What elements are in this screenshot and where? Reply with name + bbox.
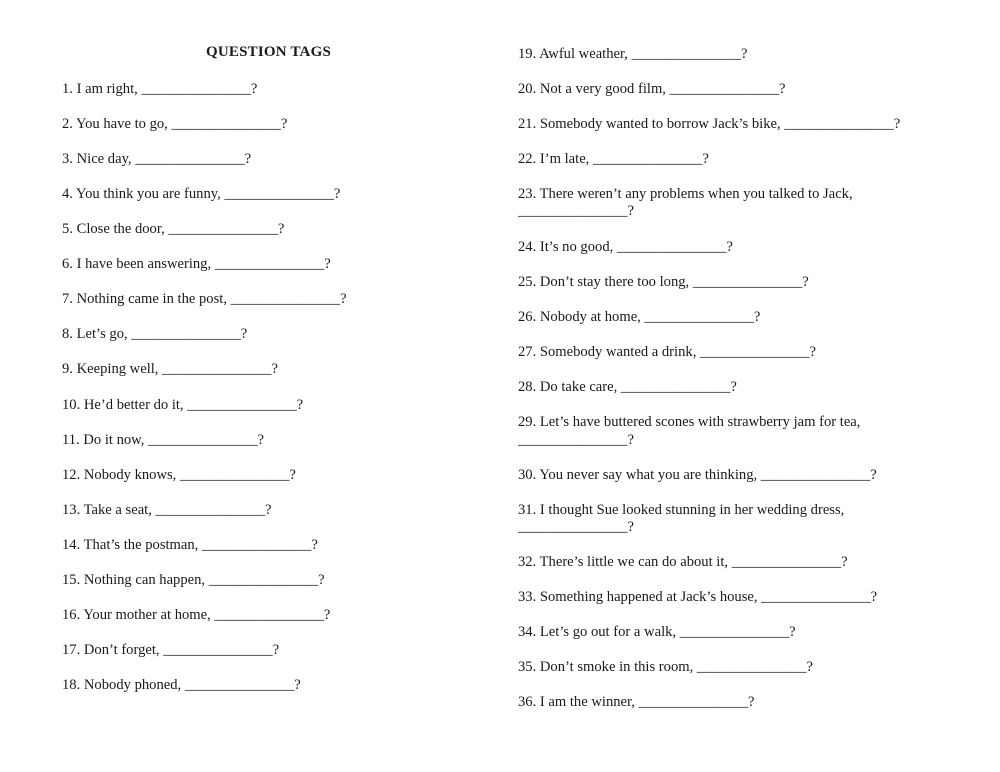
question-15: 15. Nothing can happen, _______________? xyxy=(62,572,325,588)
question-10: 10. He’d better do it, _______________? xyxy=(62,397,304,413)
question-13: 13. Take a seat, _______________? xyxy=(62,502,272,518)
question-23: 23. There weren’t any problems when you talked to Jack, xyxy=(518,186,853,202)
question-23-blank: _______________? xyxy=(518,203,634,219)
question-19: 19. Awful weather, _______________? xyxy=(518,46,748,62)
question-26: 26. Nobody at home, _______________? xyxy=(518,309,761,325)
question-31: 31. I thought Sue looked stunning in her wedding dress, xyxy=(518,502,845,518)
question-28: 28. Do take care, _______________? xyxy=(518,379,737,395)
question-6: 6. I have been answering, _______________? xyxy=(62,256,331,272)
question-14: 14. That’s the postman, _______________? xyxy=(62,537,318,553)
question-33: 33. Something happened at Jack’s house, _______________? xyxy=(518,589,878,605)
question-9: 9. Keeping well, _______________? xyxy=(62,361,279,377)
question-36: 36. I am the winner, _______________? xyxy=(518,694,755,710)
page-title: QUESTION TAGS xyxy=(206,44,332,60)
question-18: 18. Nobody phoned, _______________? xyxy=(62,677,301,693)
question-35: 35. Don’t smoke in this room, _______________? xyxy=(518,659,813,675)
question-3: 3. Nice day, _______________? xyxy=(62,151,252,167)
question-31-blank: _______________? xyxy=(518,519,634,535)
question-34: 34. Let’s go out for a walk, _______________? xyxy=(518,624,796,640)
question-12: 12. Nobody knows, _______________? xyxy=(62,467,296,483)
question-4: 4. You think you are funny, _______________? xyxy=(62,186,341,202)
question-29-blank: _______________? xyxy=(518,432,634,448)
question-25: 25. Don’t stay there too long, _______________? xyxy=(518,274,809,290)
question-1: 1. I am right, _______________? xyxy=(62,81,258,97)
question-22: 22. I’m late, _______________? xyxy=(518,151,709,167)
question-21: 21. Somebody wanted to borrow Jack’s bike, _______________? xyxy=(518,116,901,132)
question-30: 30. You never say what you are thinking, _______________? xyxy=(518,467,877,483)
question-17: 17. Don’t forget, _______________? xyxy=(62,642,280,658)
question-27: 27. Somebody wanted a drink, _______________? xyxy=(518,344,816,360)
question-5: 5. Close the door, _______________? xyxy=(62,221,285,237)
question-8: 8. Let’s go, _______________? xyxy=(62,326,248,342)
question-29: 29. Let’s have buttered scones with strawberry jam for tea, xyxy=(518,414,861,430)
question-7: 7. Nothing came in the post, _______________? xyxy=(62,291,347,307)
question-20: 20. Not a very good film, _______________? xyxy=(518,81,786,97)
question-24: 24. It’s no good, _______________? xyxy=(518,239,733,255)
question-11: 11. Do it now, _______________? xyxy=(62,432,265,448)
question-2: 2. You have to go, _______________? xyxy=(62,116,288,132)
question-16: 16. Your mother at home, _______________? xyxy=(62,607,331,623)
question-32: 32. There’s little we can do about it, _______________? xyxy=(518,554,848,570)
